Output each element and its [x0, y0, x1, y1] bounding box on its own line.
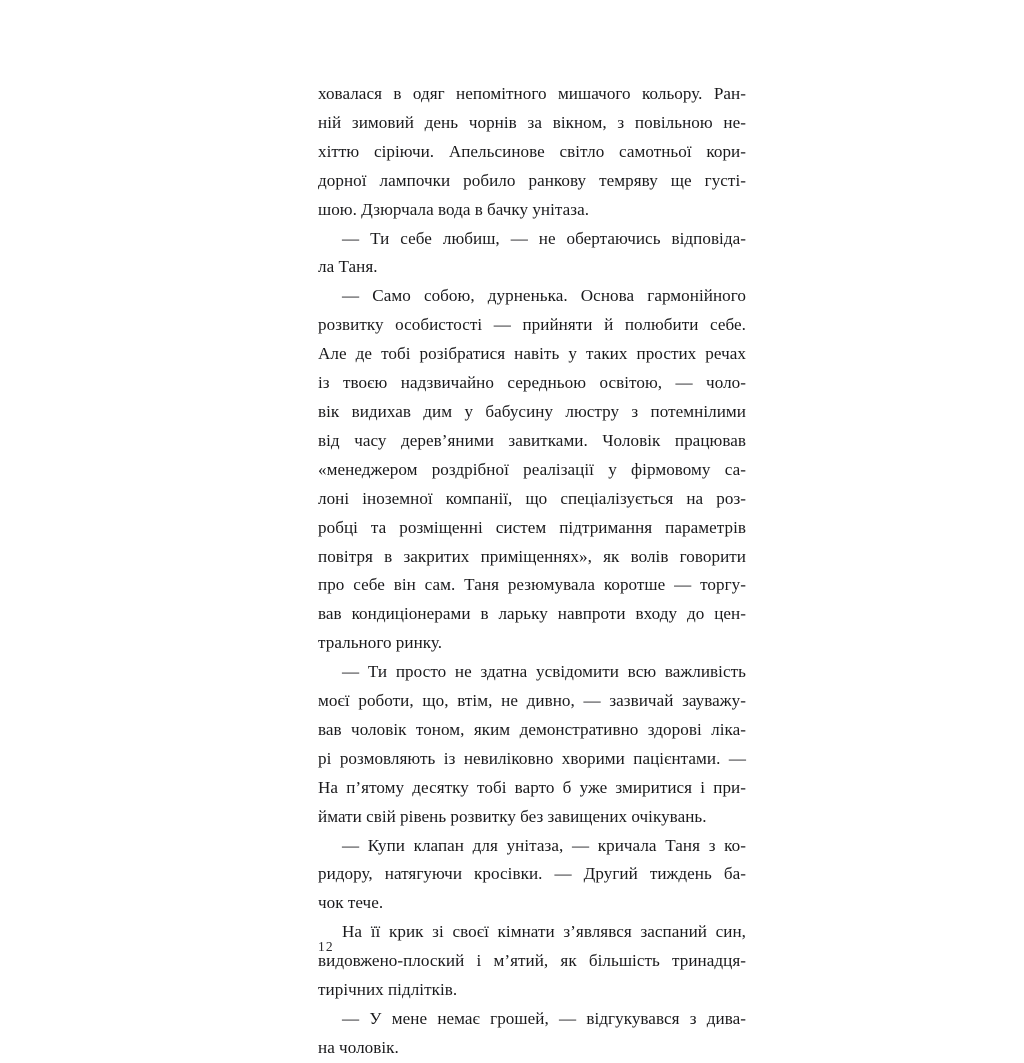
text-line: вав кондиціонерами в ларьку навпроти входу до цен- [318, 604, 746, 624]
text-line: ла Таня. [318, 257, 378, 277]
text-line: на чоловік. [318, 1037, 399, 1057]
text-line: Але де тобі розібратися навіть у таких простих речах [318, 344, 746, 364]
text-line: рі розмовляють із невиліковно хворими пацієнтами. — [318, 748, 746, 768]
text-line: моєї роботи, що, втім, не дивно, — зазвичай зауважу- [318, 691, 746, 711]
text-line: — Само собою, дурненька. Основа гармонійного [342, 286, 746, 306]
text-line: На п’ятому десятку тобі варто б уже змиритися і при- [318, 777, 746, 797]
text-line: На її крик зі своєї кімнати з’являвся заспаний син, [342, 922, 746, 942]
text-line: «менеджером роздрібної реалізації у фірмовому са- [318, 459, 746, 479]
text-line: — Купи клапан для унітаза, — кричала Таня з ко- [342, 835, 746, 855]
paragraph [318, 918, 746, 1005]
text-line: ній зимовий день чорнів за вікном, з повільною не- [318, 112, 746, 132]
text-line: розвитку особистості — прийняти й полюбити себе. [318, 315, 746, 335]
text-line: видовжено-плоский і м’ятий, як більшість тринадця- [318, 951, 746, 971]
paragraph [318, 658, 746, 831]
text-line: від часу дерев’яними завитками. Чоловік працював [318, 430, 746, 450]
paragraph [318, 1005, 746, 1063]
text-line: — Ти просто не здатна усвідомити всю важливість [342, 662, 746, 682]
text-line: повітря в закритих приміщеннях», як волів говорити [318, 546, 746, 566]
paragraph [318, 832, 746, 919]
text-line: хіттю сіріючи. Апельсинове світло самотньої кори- [318, 141, 746, 161]
text-line: робці та розміщенні систем підтримання параметрів [318, 517, 746, 537]
text-line: — У мене немає грошей, — відгукувався з дива- [342, 1009, 746, 1028]
text-line: чок тече. [318, 893, 384, 913]
text-line: ридору, натягуючи кросівки. — Другий тиждень ба- [318, 864, 746, 884]
text-line: про себе він сам. Таня резюмувала коротше — торгу- [318, 575, 746, 595]
text-line: дорної лампочки робило ранкову темряву ще густі- [318, 170, 746, 190]
text-line: — Ти себе любиш, — не обертаючись відповіда- [342, 228, 746, 248]
text-line: із твоєю надзвичайно середньою освітою, — чоло- [318, 373, 746, 393]
paragraph [318, 80, 746, 225]
text-line: тирічних підлітків. [318, 980, 458, 1000]
page-text-body [318, 80, 746, 1063]
page-number: 12 [318, 939, 334, 954]
text-line: вік видихав дим у бабусину люстру з потемнілими [318, 401, 746, 421]
text-line: лоні іноземної компанії, що спеціалізується на роз- [318, 488, 746, 508]
text-line: ховалася в одяг непомітного мишачого кольору. Ран- [318, 84, 746, 103]
text-line: трального ринку. [318, 633, 443, 653]
text-line: вав чоловік тоном, яким демонстративно здорові ліка- [318, 719, 746, 739]
text-line: шою. Дзюрчала вода в бачку унітаза. [318, 199, 590, 219]
paragraph [318, 225, 746, 283]
paragraph [318, 282, 746, 658]
text-line: ймати свій рівень розвитку без завищених очікувань. [318, 806, 707, 826]
